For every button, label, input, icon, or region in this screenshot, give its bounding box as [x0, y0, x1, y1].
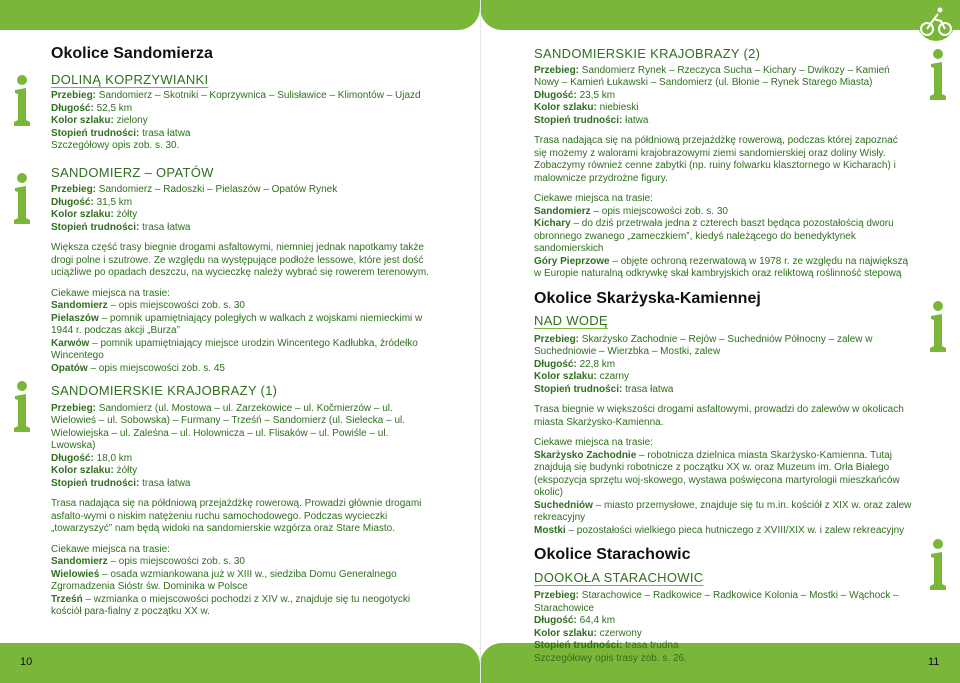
places-label: Ciekawe miejsca na trasie:	[51, 543, 170, 555]
route-dookola-starachowic	[534, 569, 912, 666]
route-description: Trasa nadająca się na półdniową przejażdżkę rowerową. Prowadzi głównie drogami asfalto-wymi o niskim natężeniu ruchu samochodowego. Podczas wycieczki „towarzyszyć” nam będą widoki na sandomierskie wzgórza oraz Stare Miasto.	[51, 498, 422, 534]
place-text: – pomnik upamiętniający poległych w walkach z wojskami niemieckimi w 1944 r. podczas akcji „Burza”	[51, 312, 423, 336]
route-przebieg: Sandomierz Rynek – Rzeczyca Sucha – Kichary – Dwikozy – Kamień Nowy – Kamień Łukawski – Sandomierz (ul. Błonie – Rynek Starego Miasta)	[534, 64, 890, 88]
info-icon	[12, 74, 32, 128]
label-dlugosc: Długość:	[534, 358, 577, 370]
place-name: Mostki	[534, 524, 566, 536]
route-sandomierskie-krajobrazy-1	[51, 385, 431, 619]
route-trudnosc: łatwa	[625, 114, 649, 126]
place-text: – osada wzmiankowana już w XIII w., siedziba Domu Generalnego Zgromadzenia Sióstr św. Dominika w Polsce	[51, 568, 397, 592]
label-trudnosc: Stopień trudności:	[51, 477, 140, 489]
route-sandomierskie-krajobrazy-2	[534, 48, 912, 281]
place-name: Sandomierz	[51, 556, 108, 567]
place-text: – wzmianka o miejscowości pochodzi z XIV w., znajduje się tu neogotycki kościół para-fialny z początku XX w.	[51, 593, 411, 617]
places-label: Ciekawe miejsca na trasie:	[534, 437, 653, 448]
label-dlugosc: Długość:	[51, 452, 94, 464]
label-przebieg: Przebieg:	[51, 184, 97, 195]
place-name: Wielowieś	[51, 568, 100, 580]
route-dlugosc: 31,5 km	[96, 196, 133, 208]
place-text: – opis miejscowości zob. s. 45	[90, 362, 225, 374]
route-note: Szczegółowy opis trasy zob. s. 26.	[534, 652, 687, 664]
route-przebieg: Starachowice – Radkowice – Radkowice Kolonia – Mostki – Wąchock – Starachowice	[534, 590, 899, 614]
info-icon	[928, 538, 948, 592]
label-dlugosc: Długość:	[51, 102, 94, 114]
label-kolor: Kolor szlaku:	[51, 465, 114, 476]
label-trudnosc: Stopień trudności:	[51, 127, 140, 139]
route-title: DOLINĄ KOPRZYWIANKI	[51, 71, 209, 87]
label-przebieg: Przebieg:	[534, 333, 580, 345]
info-icon	[928, 300, 948, 354]
place-name: Skarżysko Zachodnie	[534, 449, 637, 461]
route-description: Większa część trasy biegnie drogami asfaltowymi, niemniej jednak napotkamy także drogi polne i szutrowe. Ze względu na występujące podłoże lessowe, które jest dość uciążliwe po opadach deszczu, na wycieczkę należy wybrać się rowerem terenowym.	[51, 242, 429, 278]
route-dlugosc: 52,5 km	[96, 102, 133, 114]
label-kolor: Kolor szlaku:	[534, 102, 597, 113]
label-przebieg: Przebieg:	[51, 402, 97, 414]
route-title: SANDOMIERZ – OPATÓW	[51, 164, 214, 180]
place-name: Opatów	[51, 362, 88, 374]
route-dolina-koprzywianki	[51, 71, 431, 153]
section-title: Okolice Skarżyska-Kamiennej	[534, 289, 761, 307]
route-title: SANDOMIERSKIE KRAJOBRAZY (1)	[51, 383, 278, 398]
label-kolor: Kolor szlaku:	[534, 627, 597, 639]
route-trudnosc: trasa łatwa	[142, 221, 191, 233]
route-kolor: czerwony	[599, 627, 642, 639]
route-kolor: czarny	[599, 371, 630, 382]
label-kolor: Kolor szlaku:	[534, 371, 597, 382]
label-przebieg: Przebieg:	[534, 590, 580, 601]
route-sandomierz-opatow	[51, 164, 431, 376]
route-description: Trasa nadająca się na półdniową przejażdżkę rowerową, podczas której zapoznać się możemy z walorami krajobrazowymi ziemi sandomierskiej oraz doliny Wisły. Zobaczymy również cenne zabytki (np. ruiny folwarku klasztornego w Kicharach) i malownicze przydrożne figury.	[534, 135, 898, 184]
places-label: Ciekawe miejsca na trasie:	[51, 287, 170, 299]
place-name: Suchedniów	[534, 499, 593, 511]
info-icon	[12, 172, 32, 226]
route-kolor: żółty	[116, 465, 138, 476]
route-dlugosc: 18,0 km	[96, 452, 133, 464]
place-text: – opis miejscowości zob. s. 30	[110, 300, 245, 311]
place-name: Pielaszów	[51, 312, 99, 324]
route-trudnosc: trasa łatwa	[142, 127, 191, 139]
route-title: DOOKOŁA STARACHOWIC	[534, 569, 704, 585]
route-przebieg: Sandomierz (ul. Mostowa – ul. Zarzekowice – ul. Kočmierzów – ul. Wielowieś – ul. Sobowska) – Furmany – Trześń – Sandomierz (ul. Sielecka – ul. Wielowiejska – ul. Zaleśna – ul. Holownicza – ul. Flisaków – ul. Powiśle – ul. Lwowska)	[51, 402, 406, 451]
label-przebieg: Przebieg:	[51, 90, 97, 101]
route-dlugosc: 64,4 km	[579, 615, 616, 626]
route-kolor: zielony	[116, 115, 148, 126]
route-description: Trasa biegnie w większości drogami asfaltowymi, prowadzi do zalewów w okolicach miasta Skarżysko-Kamienna.	[534, 404, 904, 428]
place-name: Kichary	[534, 218, 571, 229]
footer-band-left	[0, 643, 480, 683]
route-trudnosc: trasa łatwa	[625, 383, 674, 395]
top-green-band-right	[480, 0, 960, 30]
place-text: – pomnik upamiętniający miejsce urodzin Wincentego Kadłubka, źródełko Wincentego	[51, 337, 418, 361]
place-name: Karwów	[51, 337, 90, 349]
page-number-left: 10	[20, 656, 33, 668]
label-trudnosc: Stopień trudności:	[534, 114, 623, 126]
place-text: – pozostałości wielkiego pieca hutniczego z XVIII/XIX w. i zalew rekreacyjny	[568, 524, 905, 536]
place-text: – opis miejscowości zob. s. 30	[110, 556, 245, 567]
label-dlugosc: Długość:	[51, 196, 94, 208]
place-text: – robotnicza dzielnica miasta Skarżysko-Kamienna. Tutaj znajdują się budynki robotnicze z początku XX w. oraz Muzeum im. Orła Białego (ekspozycja sprzętu woj-skowego, wystawa poświęcona martyrologii mieszkańców okolic)	[534, 449, 900, 498]
route-title: NAD WODĘ	[534, 313, 608, 328]
info-icon	[928, 48, 948, 102]
place-name: Sandomierz	[51, 300, 108, 311]
left-column	[51, 45, 431, 619]
top-green-band-left	[0, 0, 480, 30]
place-name: Trześń	[51, 593, 83, 605]
label-kolor: Kolor szlaku:	[51, 209, 114, 220]
section-title: Okolice Sandomierza	[51, 45, 213, 62]
route-przebieg: Sandomierz – Skotniki – Koprzywnica – Sulisławice – Klimontów – Ujazd	[98, 90, 421, 101]
route-nad-wode	[534, 315, 912, 537]
label-przebieg: Przebieg:	[534, 64, 580, 76]
label-trudnosc: Stopień trudności:	[534, 640, 623, 651]
place-name: Góry Pieprzowe	[534, 255, 610, 267]
place-text: – do dziś przetrwała jedna z czterech baszt będąca pozostałością dworu obronnego zwanego „zameczkiem”, kiedyś należącego do benedyktynek sandomierskich	[534, 218, 894, 254]
cyclist-logo-icon	[914, 2, 958, 42]
right-column	[534, 48, 912, 665]
route-trudnosc: trasa łatwa	[142, 477, 191, 489]
label-kolor: Kolor szlaku:	[51, 115, 114, 126]
label-dlugosc: Długość:	[534, 615, 577, 626]
places-label: Ciekawe miejsca na trasie:	[534, 193, 653, 204]
place-text: – opis miejscowości zob. s. 30	[593, 205, 728, 217]
route-dlugosc: 22,8 km	[579, 358, 616, 370]
section-title: Okolice Starachowic	[534, 546, 691, 563]
route-note: Szczegółowy opis zob. s. 30.	[51, 140, 180, 151]
label-trudnosc: Stopień trudności:	[534, 383, 623, 395]
label-dlugosc: Długość:	[534, 89, 577, 101]
route-dlugosc: 23,5 km	[579, 89, 616, 101]
info-icon	[12, 380, 32, 434]
route-title: SANDOMIERSKIE KRAJOBRAZY (2)	[534, 46, 761, 61]
route-trudnosc: trasa trudna	[625, 640, 679, 651]
page-gutter	[480, 0, 481, 683]
page-number-right: 11	[928, 656, 940, 668]
place-name: Sandomierz	[534, 205, 591, 217]
label-trudnosc: Stopień trudności:	[51, 221, 140, 233]
route-kolor: niebieski	[599, 102, 639, 113]
place-text: – objęte ochroną rezerwatową w 1978 r. ze względu na największą w Europie naturalną odkrywkę skał kambryjskich oraz reliktową roślinność stepową	[534, 255, 909, 279]
place-text: – miasto przemysłowe, znajduje się tu m.in. kościół z XIX w. oraz zalew rekreacyjny	[534, 499, 912, 523]
route-przebieg: Skarżysko Zachodnie – Rejów – Suchedniów Północny – zalew w Suchedniowie – Wierzbka – Mostki, zalew	[534, 333, 873, 357]
route-przebieg: Sandomierz – Radoszki – Pielaszów – Opatów Rynek	[98, 184, 338, 195]
route-kolor: żółty	[116, 209, 138, 220]
